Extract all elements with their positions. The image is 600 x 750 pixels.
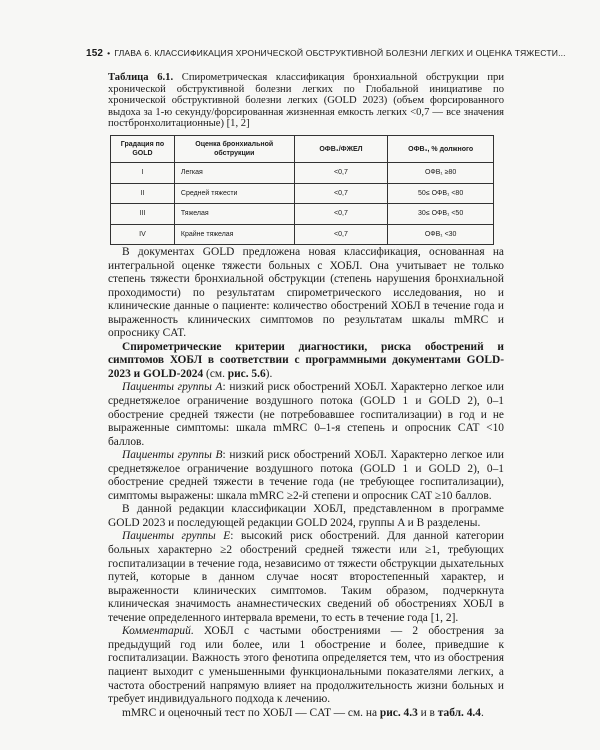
table-caption-text: Спирометрическая классификация бронхиальной обструкции при хронической обструктивной болезни легких по Глобальной инициативе по хронической обструктивной болезни легких (GOLD 2023) (объем форсированного выдоха за 1-ю секунду/форсированная жизненная емкость легких <0,7 — все значения постбронхолитационные) [1, 2] bbox=[108, 72, 504, 130]
text-span: . bbox=[480, 706, 484, 719]
table-caption bbox=[108, 72, 504, 130]
paragraph-criteria bbox=[108, 341, 504, 382]
paragraph-group-e bbox=[108, 530, 504, 625]
table-header-row bbox=[111, 136, 494, 163]
header-grade: Градация по GOLD bbox=[111, 136, 175, 163]
cell-grade: I bbox=[111, 163, 175, 184]
cell-grade: II bbox=[111, 183, 175, 204]
figure-ref: рис. 5.6 bbox=[227, 367, 266, 380]
cell-fev1: 30≤ ОФВ₁ <50 bbox=[388, 204, 494, 225]
cell-fev1: 50≤ ОФВ₁ <80 bbox=[388, 183, 494, 204]
cell-severity: Средней тяжести bbox=[174, 183, 294, 204]
cell-grade: IV bbox=[111, 224, 175, 245]
group-e-label: Пациенты группы E bbox=[122, 530, 231, 543]
cell-severity: Крайне тяжелая bbox=[174, 224, 294, 245]
text-span: и в bbox=[417, 706, 438, 719]
bullet: • bbox=[107, 48, 111, 58]
cell-ratio: <0,7 bbox=[294, 163, 388, 184]
page-number: 152 bbox=[86, 48, 104, 59]
paragraph: В данной редакции классификации ХОБЛ, представленном в программе GOLD 2023 и последующей редакции GOLD 2024, группы A и B разделены. bbox=[108, 503, 504, 529]
criteria-heading: Спирометрические критерии диагностики, риска обострений и симптомов ХОБЛ в соответствии с программными документами GOLD-2023 и GOLD-2024 bbox=[108, 340, 504, 380]
table-row bbox=[111, 163, 494, 184]
table-label: Таблица 6.1. bbox=[108, 72, 174, 83]
body-text bbox=[108, 246, 504, 720]
spirometry-table bbox=[110, 135, 494, 245]
running-head bbox=[86, 48, 566, 59]
cell-severity: Легкая bbox=[174, 163, 294, 184]
text-span: : низкий риск обострений ХОБЛ. Характерно легкое или среднетяжелое ограничение воздушного потока (GOLD 1 и GOLD 2), 0–1 обострение средней тяжести в течение года (не требующее госпитализации), симптомы выражены: шкала mMRC ≥2-й степени и опросник CAT ≥10 баллов. bbox=[108, 449, 504, 502]
figure-ref: рис. 4.3 bbox=[379, 706, 418, 719]
cell-ratio: <0,7 bbox=[294, 204, 388, 225]
paragraph-references bbox=[108, 707, 504, 721]
text-span: ). bbox=[265, 367, 273, 380]
header-severity: Оценка бронхиальной обструкции bbox=[174, 136, 294, 163]
table-row bbox=[111, 204, 494, 225]
paragraph: В документах GOLD предложена новая классификация, основанная на интегральной оценке тяжести больных с ХОБЛ. Она учитывает не только степень тяжести бронхиальной обструкции (степень нарушения бронхиальной проходимости) по результатам спирометрического исследования, но и клинические данные о пациенте: количество обострений ХОБЛ в течение года и выраженность клинических симптомов по результатам шкалы mMRC и опроснику CAT. bbox=[108, 246, 504, 340]
table-row bbox=[111, 183, 494, 204]
cell-grade: III bbox=[111, 204, 175, 225]
table-ref: табл. 4.4 bbox=[437, 706, 481, 719]
header-fev1: ОФВ₁, % должного bbox=[388, 136, 494, 163]
text-span: : низкий риск обострений ХОБЛ. Характерно легкое или среднетяжелое ограничение воздушного потока (GOLD 1 и GOLD 2), 0–1 обострение средней тяжести (не потребовавшее госпитализации) в год и не выраженные симптомы: шкала mMRC 0–1-я степень и опросник CAT <10 баллов. bbox=[108, 381, 504, 448]
table-row bbox=[111, 224, 494, 245]
cell-fev1: ОФВ₁ ≥80 bbox=[388, 163, 494, 184]
text-span: mMRC и оценочный тест по ХОБЛ — CAT — см. на bbox=[122, 706, 380, 719]
paragraph-comment bbox=[108, 625, 504, 706]
text-span: . ХОБЛ с частыми обострениями — 2 обострения за предыдущий год или более, или 1 обострение и более, приведшие к госпитализации. Важность этого фенотипа определяется тем, что из обострения пациент выходит с уменьшенными функциональными показателями легких, а частота обострений напрямую влияет на продолжительность жизни больных и требует индивидуального подхода к лечению. bbox=[108, 625, 504, 706]
cell-ratio: <0,7 bbox=[294, 224, 388, 245]
text-span: : высокий риск обострений. Для данной категории больных характерно ≥2 обострений средней тяжести или ≥1, требующих госпитализации в течение года, независимо от тяжести обструкции дыхательных путей, которые в данном случае носят второстепенный характер, и выраженности клинических симптомов. Таким образом, подчеркнута клиническая значимость анамнестических сведений об обострениях ХОБЛ в течение определенного интервала времени, то есть в течение года [1, 2]. bbox=[108, 530, 505, 624]
group-a-label: Пациенты группы A bbox=[122, 381, 223, 394]
cell-severity: Тяжелая bbox=[174, 204, 294, 225]
group-b-label: Пациенты группы B bbox=[122, 449, 223, 462]
chapter-title: ГЛАВА 6. КЛАССИФИКАЦИЯ ХРОНИЧЕСКОЙ ОБСТРУКТИВНОЙ БОЛЕЗНИ ЛЕГКИХ И ОЦЕНКА ТЯЖЕСТИ... bbox=[114, 48, 566, 58]
paragraph-group-a bbox=[108, 381, 504, 449]
cell-ratio: <0,7 bbox=[294, 183, 388, 204]
header-ratio: ОФВ₁/ФЖЕЛ bbox=[294, 136, 388, 163]
cell-fev1: ОФВ₁ <30 bbox=[388, 224, 494, 245]
paragraph-group-b bbox=[108, 449, 504, 503]
text-span: (см. bbox=[203, 367, 228, 380]
comment-label: Комментарий bbox=[122, 625, 191, 638]
